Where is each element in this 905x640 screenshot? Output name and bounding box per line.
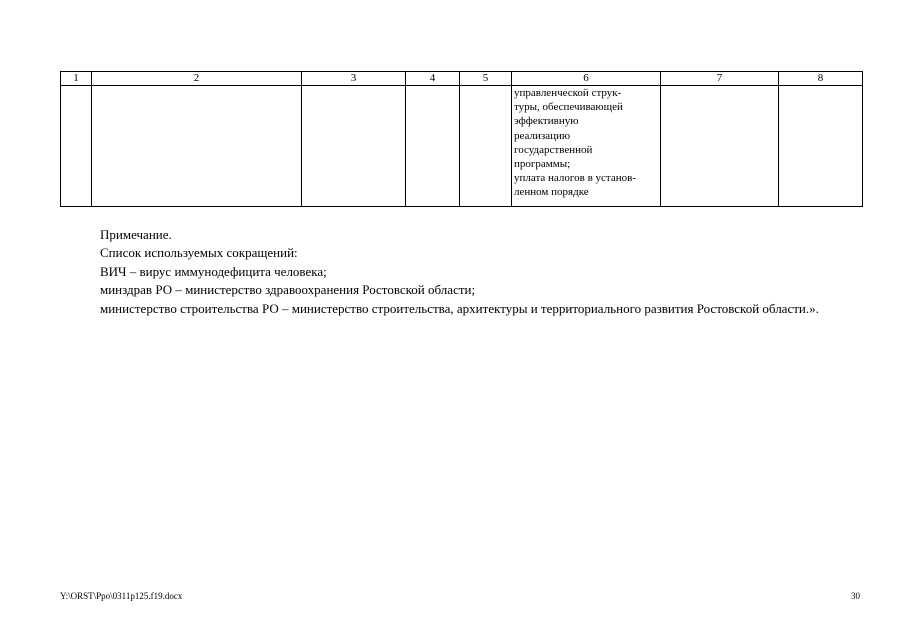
cell-text-line: ленном порядке	[514, 186, 589, 199]
notes-intro: Список используемых сокращений:	[100, 245, 298, 261]
header-cell-3: 3	[302, 72, 406, 86]
table-row	[61, 86, 863, 207]
cell-text-line: эффективную	[514, 115, 579, 128]
header-cell-2: 2	[92, 72, 302, 86]
cell-text-line: управленческой струк-	[514, 87, 622, 99]
header-cell-8: 8	[779, 72, 863, 86]
cell-col-4	[406, 86, 460, 207]
abbreviation-item: минздрав РО – министерство здравоохранения Ростовской области;	[100, 282, 476, 298]
cell-col-3	[302, 86, 406, 207]
notes-heading: Примечание.	[100, 227, 172, 242]
cell-col-2	[92, 86, 302, 207]
cell-col-8	[779, 86, 863, 207]
table-header-row	[61, 72, 863, 86]
header-cell-1: 1	[61, 72, 92, 86]
abbreviation-item: министерство строительства РО – министерство строительства, архитектуры и территориального развития Ростовской области.».	[100, 300, 819, 316]
footer-file-path: Y:\ORST\Ppo\0311p125.f19.docx	[60, 591, 183, 601]
header-cell-5: 5	[460, 72, 512, 86]
cell-text-line: уплата налогов в установ-	[514, 172, 636, 185]
cell-text-line: государственной	[514, 143, 593, 156]
cell-col-6	[512, 86, 661, 207]
cell-col-7	[661, 86, 779, 207]
header-cell-7: 7	[661, 72, 779, 86]
cell-text-line: программы;	[514, 158, 571, 171]
data-table	[60, 71, 863, 207]
abbreviation-item: ВИЧ – вирус иммунодефицита человека;	[100, 263, 327, 279]
cell-text-line: туры, обеспечивающей	[514, 101, 623, 114]
header-cell-4: 4	[406, 72, 460, 86]
footer-page-number: 30	[851, 591, 860, 601]
cell-text-line: реализацию	[514, 129, 571, 142]
notes-section	[60, 226, 860, 318]
cell-col-1	[61, 86, 92, 207]
cell-col-5	[460, 86, 512, 207]
header-cell-6: 6	[512, 72, 661, 86]
